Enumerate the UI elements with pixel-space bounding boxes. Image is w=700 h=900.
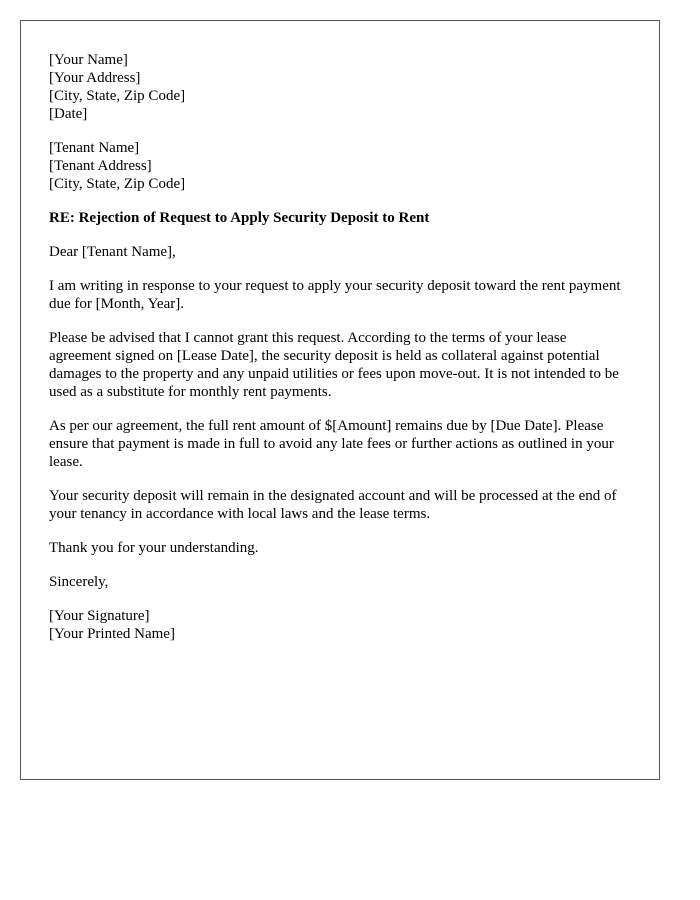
- recipient-address: [Tenant Address]: [49, 158, 152, 174]
- subject-line: RE: Rejection of Request to Apply Security Deposit to Rent: [49, 210, 430, 226]
- printed-name: [Your Printed Name]: [49, 626, 175, 642]
- body-paragraph-thanks: Thank you for your understanding.: [49, 540, 259, 556]
- sender-city-state-zip: [City, State, Zip Code]: [49, 88, 186, 104]
- signature-block: [49, 607, 631, 643]
- body-paragraph-request: I am writing in response to your request to apply your security deposit toward the rent payment due for [Month, Year].: [49, 278, 621, 312]
- body-paragraph-denial: Please be advised that I cannot grant this request. According to the terms of your lease agreement signed on [Lease Date], the security deposit is held as collateral against potential damages to the property and any unpaid utilities or fees upon move-out. It is not intended to be used as a substitute for monthly rent payments.: [49, 330, 619, 400]
- letter-page: [20, 20, 660, 780]
- salutation: Dear [Tenant Name],: [49, 244, 176, 260]
- recipient-name: [Tenant Name]: [49, 140, 140, 156]
- closing: Sincerely,: [49, 574, 109, 590]
- sender-name: [Your Name]: [49, 52, 128, 68]
- recipient-city-state-zip: [City, State, Zip Code]: [49, 176, 186, 192]
- sender-block: [49, 51, 631, 123]
- body-paragraph-rent-due: As per our agreement, the full rent amount of $[Amount] remains due by [Due Date]. Please ensure that payment is made in full to avoid any late fees or further actions as outlined in your lease.: [49, 418, 614, 470]
- signature: [Your Signature]: [49, 608, 150, 624]
- recipient-block: [49, 139, 631, 193]
- body-paragraph-deposit-status: Your security deposit will remain in the designated account and will be processed at the end of your tenancy in accordance with local laws and the lease terms.: [49, 488, 617, 522]
- letter-date: [Date]: [49, 106, 88, 122]
- sender-address: [Your Address]: [49, 70, 141, 86]
